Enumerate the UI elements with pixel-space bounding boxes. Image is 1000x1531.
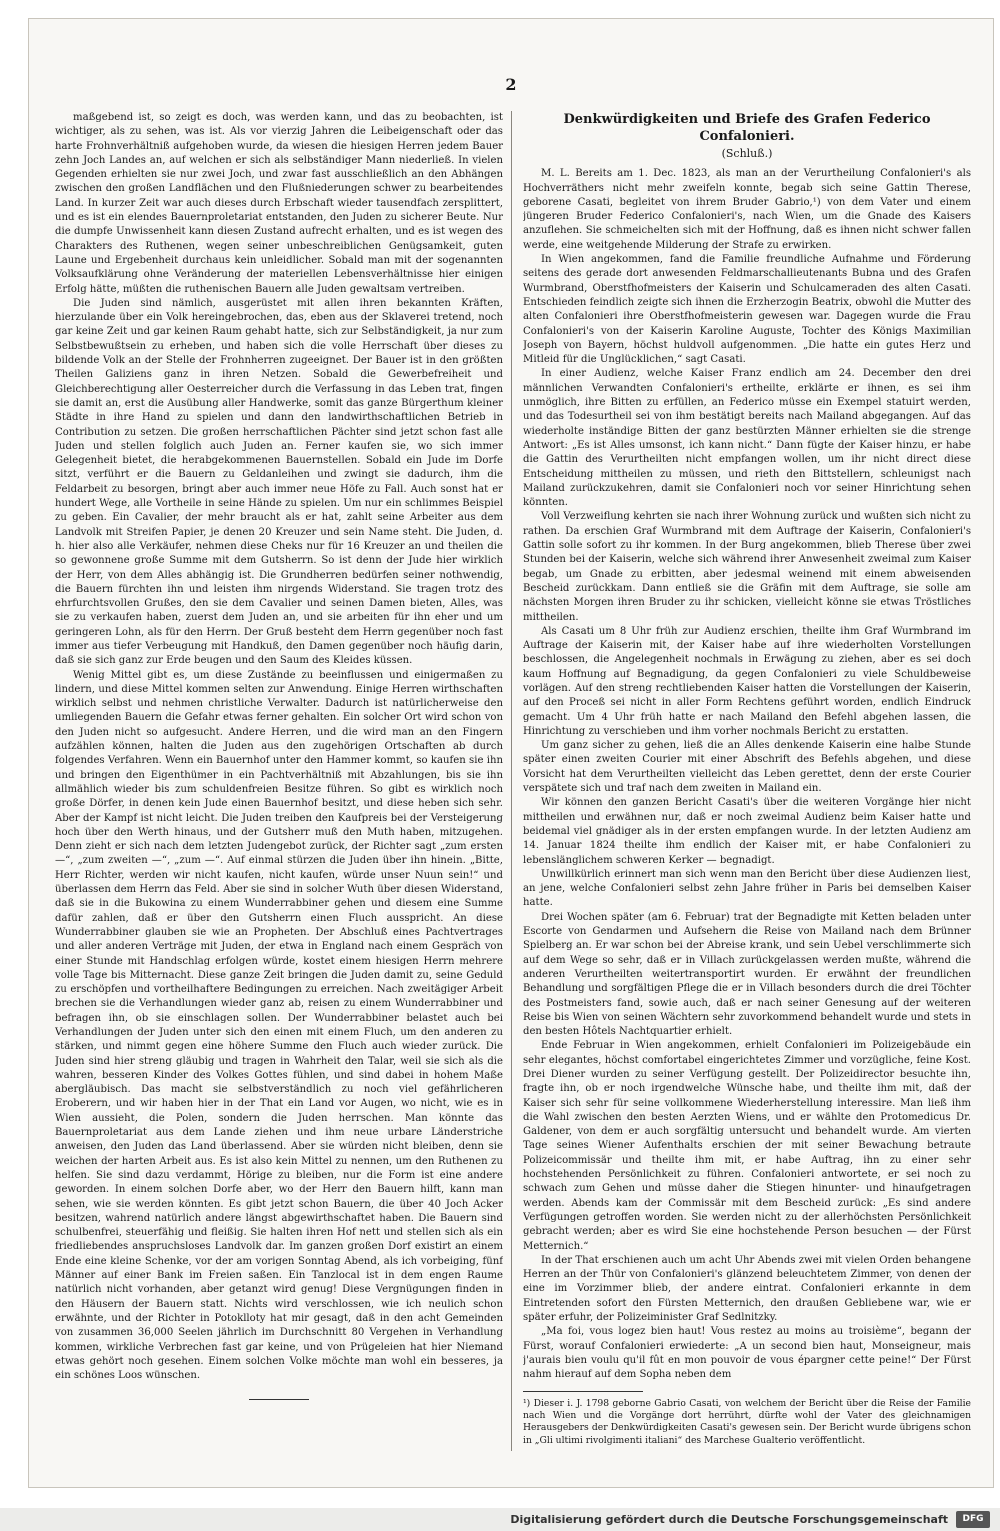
dfg-logo: DFG [956,1511,990,1528]
newspaper-page [28,18,994,1488]
right-column [523,111,971,1461]
right-paragraph: „Ma foi, vous logez bien haut! Vous restez au moins au troisième“, begann der Fürst, worauf Confalonieri erwiederte: „A un second bien haut, Monseigneur, mais j'aurais bien voulu qu'il fût en mon pouvoir de vous épargner cette peine!“ Der Fürst nahm hierauf auf dem Sopha neben dem [523,1326,971,1381]
column-divider [511,111,512,1451]
right-paragraph: M. L. Bereits am 1. Dec. 1823, als man an der Verurtheilung Confalonieri's als Hochverräthers nicht mehr zweifeln konnte, begab sich seine Gattin Therese, geborene Casati, begleitet von ihrem Bruder Gabrio,¹) von dem Vater und einem jüngeren Bruder Federico Confalonieri's, nach Wien, um die Gnade des Kaisers anzuflehen. Sie schmeichelten sich mit der Hoffnung, daß es ihnen nicht schwer fallen werde, eine weitgehende Milderung der Strafe zu erwirken. [523,168,971,251]
left-paragraph: Die Juden sind nämlich, ausgerüstet mit allen ihren bekannten Kräften, hierzulande über ein Volk hereingebrochen, das, eben aus der Sklaverei tretend, noch gar keine Zeit und gar keinen Raum gehabt hatte, sich zur Selbständigkeit, ja nur zum Selbstbewußtsein zu erheben, und haben sich die volle Herrschaft über dieses zu bildende Volk an der Stelle der Frohnherren zugeeignet. Der Bauer ist in den größten Theilen Galiziens ganz in ihren Netzen. Sobald die Gewerbefreiheit und Gleichberechtigung aller Oesterreicher durch die Verfassung in das Leben trat, fingen sie damit an, erst die Ausübung aller Handwerke, somit das ganze Bürgerthum kleiner Städte in ihre Hand zu spielen und dann den landwirthschaftlichen Betrieb in Contribution zu setzen. Die großen herrschaftlichen Pächter sind jetzt schon fast alle Juden und stellen folglich auch Juden an. Ferner kaufen sie, wo sich immer Gelegenheit bietet, die herabgekommenen Bauernstellen. Sobald ein Jude im Dorfe sitzt, verführt er die Bauern zu Geldanleihen und zwingt sie dadurch, ihm die Feldarbeit zu besorgen, bringt aber auch immer neue Höfe zu Fall. Auch sonst hat er hundert Wege, alle Vortheile in seine Hände zu spielen. Um nur ein schlimmes Beispiel zu geben. Ein Cavalier, der mehr braucht als er hat, zahlt seine Arbeiter aus dem Landvolk mit Streifen Papier, je denen 20 Kreuzer und sein Name steht. Die Juden, d. h. hier also alle Verkäufer, nehmen diese Cheks nur für 16 Kreuzer an und theilen die so gewonnene große Summe mit dem Gutsherrn. So ist denn der Jude hier wirklich der Herr, von dem Alles abhängig ist. Die Grundherren bedürfen seiner nothwendig, die Bauern fürchten ihn und leisten ihm nirgends Widerstand. Sie tragen trotz des ehrfurchtsvollen Grußes, den sie dem Cavalier und seinen Damen bieten, Alles, was sie zu verkaufen haben, zuerst dem Juden an, und sie arbeiten für ihn eher und um geringeren Lohn, als für den Herrn. Der Gruß besteht dem Herrn gegenüber noch fast immer aus tiefer Verbeugung mit Handkuß, den Damen gegenüber noch häufig darin, daß sie sich ganz zur Erde beugen und den Saum des Kleides küssen. [55,297,503,667]
left-column [55,111,503,1461]
left-paragraph: Wenig Mittel gibt es, um diese Zustände zu beeinflussen und einigermaßen zu lindern, und diese Mittel kommen selten zur Anwendung. Einige Herren wirthschaften wirklich selbst und nehmen christliche Verwalter. Dadurch ist natürlicherweise den umliegenden Bauern die Gefahr etwas ferner gehalten. Ein solcher Ort wird schon von den Juden nicht so aufgesucht. Andere Herren, und die wird man an den Fingern aufzählen können, halten die Juden aus den zugehörigen Ortschaften ab durch folgendes Verfahren. Wenn ein Bauernhof unter den Hammer kommt, so kaufen sie ihn und bringen den Eigenthümer in ein Pachtverhältniß mit Abzahlungen, bis sie ihn allmählich wieder bis zum schuldenfreien Besitze führen. So gibt es wirklich noch große Dörfer, in denen kein Jude einen Bauernhof besitzt, und diese heben sich sehr. Aber der Kampf ist nicht leicht. Die Juden treiben den Kaufpreis bei der Versteigerung hoch über den Werth hinaus, und der Gutsherr muß den Muth haben, mitzugehen. Denn zieht er sich nach dem letzten Judengebot zurück, der Richter sagt „zum ersten —“, „zum zweiten —“, „zum —“. Auf einmal stürzen die Juden über ihn hinein. „Bitte, Herr Richter, werden wir nicht kaufen, nicht kaufen, würde unser Nuun sein!“ und überlassen dem Herrn das Feld. Aber sie sind in solcher Wuth über diesen Widerstand, daß sie in die Bukowina zu einem Wunderrabbiner gehen und diesem eine Summe dafür zahlen, daß er über den Gutsherrn einen Fluch ausspricht. An diese Wunderrabbiner glauben sie wie an Propheten. Der Abschluß eines Pachtvertrages und aller anderen Verträge mit Juden, der etwa in England nach einem Gespräch von einer Stunde mit Handschlag erfolgen würde, kostet einem hiesigen Herrn mehrere volle Tage bis Mitternacht. Diese ganze Zeit bringen die Juden damit zu, seine Geduld zu erschöpfen und vortheilhaftere Bedingungen zu erreichen. Nach zweitägiger Arbeit brechen sie die Verhandlungen wieder ganz ab, reisen zu einem Wunderrabbiner und befragen ihn, ob sie einschlagen sollen. Der Wunderrabbiner belastet auch bei Verhandlungen der Juden unter sich den einen mit einem Fluch, um den anderen zu stärken, und nimmt gegen eine höhere Summe den Fluch auch wieder zurück. Die Juden sind hier streng gläubig und tragen in Wahrheit den Talar, weil sie sich als die wahren, besseren Kinder des Volkes Gottes fühlen, und sind dabei in hohem Maße abergläubisch. Das macht sie selbstverständlich zu noch viel gefährlicheren Eroberern, und wir haben hier in der That ein Land vor Augen, wo nicht, wie es in Wien aussieht, die Polen, sondern die Juden herrschen. Man könnte das Bauernproletariat aus dem Lande ziehen und ihm neue urbare Länderstriche anweisen, den Juden das Land überlassend. Aber sie würden nicht bleiben, denn sie weichen der harten Arbeit aus. Es ist also kein Mittel zu nennen, um den Ruthenen zu helfen. Sie sind dazu verdammt, Hörige zu bleiben, nur die Form ist eine andere geworden. In einem solchen Dorfe aber, wo der Herr den Bauern hilft, kann man sehen, wie sie werden könnten. Es gibt jetzt schon Bauern, die über 40 Joch Acker besitzen, wahrend natürlich andere längst abgewirthschaftet haben. Die Bauern sind schulbenfrei, steuerfähig und fleißig. Sie halten ihren Hof nett und stellen sich als ein friedliebendes anspruchsloses Landvolk dar. Im ganzen großen Dorf existirt an einem Ende eine kleine Schenke, vor der am vorigen Sonntag Abend, als ich vorbeiging, fünf Männer auf einer Bank im Freien saßen. Ein Tanzlocal ist in dem engen Raume natürlich nicht vorhanden, aber getanzt wird genug! Diese Vergnügungen finden in den Häusern der Bauern statt. Nichts wird verschlossen, wie ich neulich schon erwähnte, und der Richter in Potoklloty hat mir gesagt, daß in den acht Gemeinden von zusammen 36,000 Seelen jährlich im Durchschnitt 80 Vergehen in Verhandlung kommen, wirkliche Verbrechen fast gar keine, und von Prügeleien hat hier Niemand etwas gehört noch gesehen. Einem solchen Volke möchte man wohl ein besseres, ja ein schönes Loos wünschen. [55,669,503,1382]
funding-text: Digitalisierung gefördert durch die Deutsche Forschungsgemeinschaft [510,1513,948,1526]
right-paragraph: Um ganz sicher zu gehen, ließ die an Alles denkende Kaiserin eine halbe Stunde später einen zweiten Courier mit einer Abschrift des Befehls abgehen, und diese Vorsicht hat dem Verurtheilten vielleicht das Leben gerettet, denn der erste Courier verspätete sich und traf nach dem zweiten in Mailand ein. [523,740,971,795]
left-paragraph: maßgebend ist, so zeigt es doch, was werden kann, und das zu beobachten, ist wichtiger, als zu sehen, was ist. Als vor vierzig Jahren die Leibeigenschaft oder das harte Frohnverhältniß aufgehoben wurde, da wiesen die hiesigen Herren jedem Bauer zehn Joch Landes an, auf welchen er sich als selbständiger Mann niederließ. In vielen Gegenden erhielten sie nur zwei Joch, und zwar fast ausschließlich an den Abhängen zwischen den großen Landflächen und den Flußniederungen schwer zu bearbeitendes Land. In kurzer Zeit war auch dieses durch Erbschaft wieder tausendfach zersplittert, und es ist ein elendes Bauernproletariat entstanden, den Juden zu sicherer Beute. Nur die dumpfe Unwissenheit kann diesen Zustand aufrecht erhalten, und es ist wegen des Charakters des Ruthenen, wegen seiner unbeschreiblichen Genügsamkeit, guten Laune und Ergebenheit durchaus kein unleidlicher. Sobald man mit der sogenannten Volksaufklärung ohne Veränderung der materiellen Lebensverhältnisse hier einigen Erfolg hätte, müßten die ruthenischen Bauern alle Juden gewaltsam vertreiben. [55,112,503,295]
article-subtitle: (Schluß.) [721,147,773,160]
right-paragraph: Als Casati um 8 Uhr früh zur Audienz erschien, theilte ihm Graf Wurmbrand im Auftrage der Kaiserin mit, der Kaiser habe auf ihre wiederholten Vorstellungen beschlossen, die Angelegenheit nochmals in Erwägung zu ziehen, aber es sei doch kaum Hoffnung auf Begnadigung, da gegen Confalonieri zu viele Schuldbeweise vorlägen. Auf den streng rechtliebenden Kaiser hatten die Vorstellungen der Kaiserin, auf den Proceß sei nicht in aller Form Rechtens geführt worden, endlich Eindruck gemacht. Um 4 Uhr früh hatte er nach Mailand den Befehl abgehen lassen, die Hinrichtung zu verschieben und ihm vorher nochmals Bericht zu erstatten. [523,625,971,737]
right-paragraph: In einer Audienz, welche Kaiser Franz endlich am 24. December den drei männlichen Verwandten Confalonieri's ertheilte, erklärte er ihnen, es sei ihm unmöglich, ihre Bitten zu erfüllen, an Federico müsse ein Exempel statuirt werden, und das Todesurtheil sei von ihm bestätigt bereits nach Mailand abgegangen. Auf das wiederholte inständige Bitten der ganz bestürzten Männer erhielten sie die strenge Antwort: „Es ist Alles umsonst, ich kann nicht.“ Dann fügte der Kaiser hinzu, er habe die Gattin des Verurtheilten nicht empfangen wollen, um ihr nicht direct diese Entscheidung mittheilen zu müssen, und rieth den Bittstellern, schleunigst nach Mailand zurückzukehren, damit sie Confalonieri noch vor seiner Hinrichtung sehen könnten. [523,368,971,509]
right-paragraph: Voll Verzweiflung kehrten sie nach ihrer Wohnung zurück und wußten sich nicht zu rathen. Da erschien Graf Wurmbrand mit dem Auftrage der Kaiserin, Confalonieri's Gattin solle sofort zu ihr kommen. In der Burg angekommen, blieb Therese über zwei Stunden bei der Kaiserin, welche sich während ihrer Anwesenheit zweimal zum Kaiser begab, um Gnade zu erbitten, aber jedesmal weinend mit einem abweisenden Bescheid zurückkam. Dann entließ sie die Gräfin mit dem Auftrage, sie solle am nächsten Morgen ihren Bruder zu ihr schicken, vielleicht könne sie etwas Tröstliches mittheilen. [523,511,971,623]
right-paragraph: Unwillkürlich erinnert man sich wenn man den Bericht über diese Audienzen liest, an jene, welche Confalonieri selbst zehn Jahre früher in Paris bei demselben Kaiser hatte. [523,868,971,909]
right-paragraph: In Wien angekommen, fand die Familie freundliche Aufnahme und Förderung seitens des gerade dort anwesenden Feldmarschallieutenants Bubna und des Grafen Wurmbrand, Oberstfhofmeisters der Kaiserin und Schulcameraden des alten Casati. Entschieden feindlich zeigte sich ihnen die Erzherzogin Beatrix, obwohl die Mutter des alten Confalonieri ihre Oberstfhofmeisterin gewesen war. Dagegen wurde die Frau Confalonieri's von der Kaiserin Karoline Auguste, Tochter des Königs Maximilian Joseph von Bayern, höchst huldvoll aufgenommen. „Die hatte ein gutes Herz und Mitleid für die Unglücklichen,“ sagt Casati. [523,254,971,366]
footer-bar [0,1508,1000,1531]
footnote: ¹) Dieser i. J. 1798 geborne Gabrio Casati, von welchem der Bericht über die Reise der Familie nach Wien und die Vorgänge dort herrührt, dürfte wohl der Vater des gleichnamigen Herausgebers der Denkwürdigkeiten Casati's gewesen sein. Der Bericht wurde übrigens schon in „Gli ultimi rivolgimenti italiani“ des Marchese Gualterio veröffentlicht. [523,1397,971,1446]
right-paragraph: Wir können den ganzen Bericht Casati's über die weiteren Vorgänge hier nicht mittheilen und erwähnen nur, daß er noch zweimal Audienz beim Kaiser hatte und beidemal viel gnädiger als in der ersten empfangen wurde. In der letzten Audienz am 14. Januar 1824 theilte ihm endlich der Kaiser mit, er habe Confalonieri zu lebenslänglichem schweren Kerker — begnadigt. [523,797,971,866]
right-paragraph: Drei Wochen später (am 6. Februar) trat der Begnadigte mit Ketten beladen unter Escorte von Gendarmen und Aufsehern die Reise von Mailand nach dem Brünner Spielberg an. Er war schon bei der Abreise krank, und sein Uebel verschlimmerte sich auf dem Wege so sehr, daß er in Villach zurückgelassen werden mußte, während die anderen Verurtheilten weitertransportirt wurden. Er erwähnt der freundlichen Behandlung und sorgfältigen Pflege die er in Villach besonders durch die drei Töchter des Postmeisters fand, sowie auch, daß er nach seiner Genesung auf der weiteren Reise bis Wien von seinen Wächtern sehr zuvorkommend behandelt wurde und stets in den besten Hôtels Nachtquartier erhielt. [523,911,971,1038]
right-paragraph: In der That erschienen auch um acht Uhr Abends zwei mit vielen Orden behangene Herren an der Thür von Confalonieri's glänzend beleuchtetem Zimmer, von denen der eine im Vorzimmer blieb, der andere eintrat. Confalonieri erkannte in dem Eintretenden sofort den Fürsten Metternich, den draußen Gebliebene war, wie er später erfuhr, der Polizeiminister Graf Sedlnitzky. [523,1254,971,1324]
footnote-rule [523,1391,643,1392]
page-number: 2 [505,75,517,94]
article-title: Denkwürdigkeiten und Briefe des Grafen Federico Confalonieri. [563,112,931,144]
right-paragraph: Ende Februar in Wien angekommen, erhielt Confalonieri im Polizeigebäude ein sehr elegantes, höchst comfortabel eingerichtetes Zimmer und vorzügliche, feine Kost. Drei Diener wurden zu seiner Verfügung gestellt. Der Polizeidirector besuchte ihn, fragte ihn, ob er noch irgendwelche Wünsche habe, und theilte ihm mit, daß der Kaiser sich sehr für seine vollkommene Wiederherstellung interessire. Man ließ ihm die Wahl zwischen den besten Aerzten Wiens, und er wählte den Protomedicus Dr. Galdener, von dem er auch sorgfältig untersucht und behandelt wurde. Am vierten Tage seines Wiener Aufenthalts erschien der mit seiner Bewachung betraute Polizeicommissär und theilte ihm mit, er habe Auftrag, ihn zu einer sehr hochstehenden Persönlichkeit zu führen. Confalonieri antwortete, er sei noch zu schwach zum Gehen und müsse daher die Stiegen hinunter- und hinaufgetragen werden. Abends kam der Commissär mit dem Bescheid zurück: „Es sind andere Verfügungen getroffen worden. Sie werden nicht zu der allerhöchsten Persönlichkeit gebracht werden; aber es wird Sie eine hochstehende Person besuchen — der Fürst Metternich.“ [523,1040,971,1252]
article-end-rule [249,1399,309,1400]
